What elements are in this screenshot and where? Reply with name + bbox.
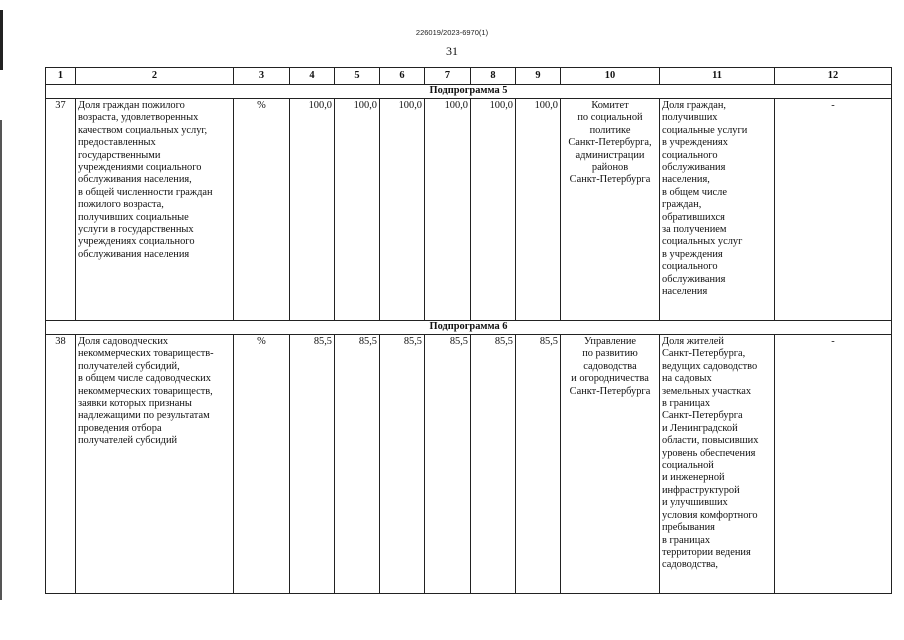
column-header: 4 [290,68,335,85]
unit-cell: % [234,335,290,594]
subprogram-header-row [46,321,892,335]
row-number: 38 [46,335,76,594]
column-header: 2 [76,68,234,85]
note-cell: - [775,335,892,594]
page-number: 31 [446,44,458,58]
value-cell: 100,0 [290,99,335,321]
value-cell: 100,0 [380,99,425,321]
value-cell: 100,0 [471,99,516,321]
column-header: 1 [46,68,76,85]
table-row [46,335,892,594]
column-header: 7 [425,68,471,85]
scan-edge-mark [0,10,3,70]
registration-number: 226019/2023-6970(1) [415,28,489,37]
unit-cell: % [234,99,290,321]
value-cell: 100,0 [516,99,561,321]
indicators-table [45,67,892,594]
note-cell: - [775,99,892,321]
value-cell: 85,5 [380,335,425,594]
scan-edge-shadow [0,120,2,600]
method-cell: Доля граждан, получивших социальные услуги в учреждениях социального обслуживания населения, в общем числе граждан, обратившихся за получением социальных услуг в учреждения социального обслуживания населения [660,99,775,321]
value-cell: 85,5 [290,335,335,594]
subprogram-title: Подпрограмма 5 [46,85,892,99]
column-header: 12 [775,68,892,85]
value-cell: 100,0 [335,99,380,321]
indicator-name: Доля садоводческих некоммерческих товариществ- получателей субсидий, в общем числе садоводческих некоммерческих товариществ, заявки которых признаны надлежащими по результатам проведения отбора получателей субсидий [76,335,234,594]
method-cell: Доля жителей Санкт-Петербурга, ведущих садоводство на садовых земельных участках в границах Санкт-Петербурга и Ленинградской области, повысивших уровень обеспечения социальной и инженерной инфраструктурой и улучшивших условия комфортного пребывания в границах территории ведения садоводства, [660,335,775,594]
column-header: 8 [471,68,516,85]
value-cell: 85,5 [425,335,471,594]
column-header-row [46,68,892,85]
row-number: 37 [46,99,76,321]
responsible-cell: Управление по развитию садоводства и огородничества Санкт-Петербурга [561,335,660,594]
column-header: 3 [234,68,290,85]
value-cell: 85,5 [471,335,516,594]
value-cell: 100,0 [425,99,471,321]
subprogram-title: Подпрограмма 6 [46,321,892,335]
subprogram-header-row [46,85,892,99]
table-row [46,99,892,321]
column-header: 10 [561,68,660,85]
column-header: 11 [660,68,775,85]
indicator-name: Доля граждан пожилого возраста, удовлетворенных качеством социальных услуг, предоставленных государственными учреждениями социального обслуживания населения, в общей численности граждан пожилого возраста, получивших социальные услуги в государственных учреждениях социального обслуживания населения [76,99,234,321]
value-cell: 85,5 [516,335,561,594]
responsible-cell: Комитет по социальной политике Санкт-Петербурга, администрации районов Санкт-Петербурга [561,99,660,321]
column-header: 9 [516,68,561,85]
column-header: 5 [335,68,380,85]
column-header: 6 [380,68,425,85]
value-cell: 85,5 [335,335,380,594]
